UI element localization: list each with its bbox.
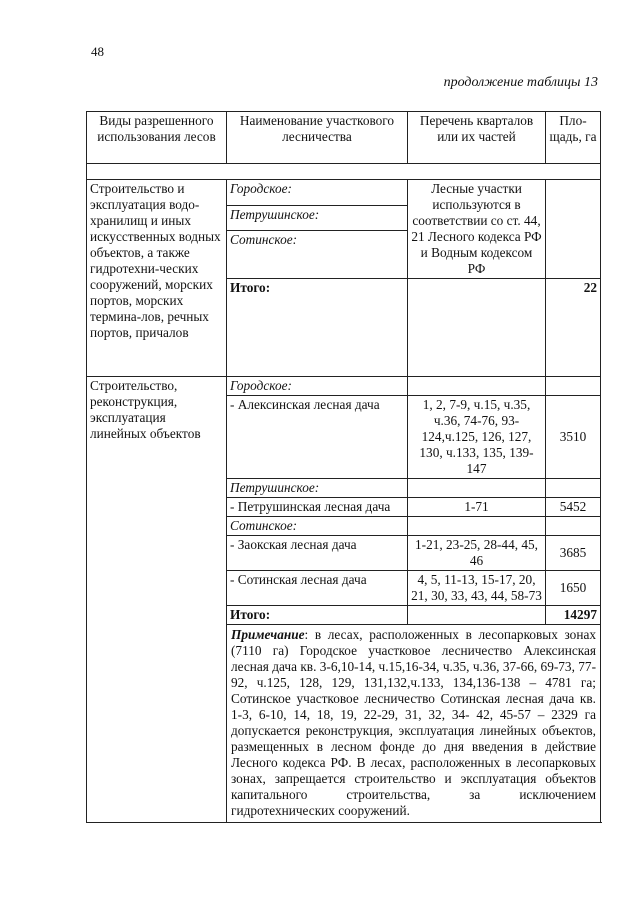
forestry-name-cell: Петрушинское: [227,205,408,231]
header-forestry-name: Наименование участкового лесничества [227,112,408,164]
forestry-name-cell: Городское: [227,377,408,396]
area-cell [546,180,601,279]
forestry-name-cell: Городское: [227,180,408,206]
quarters-cell: 1, 2, 7-9, ч.15, ч.35, ч.36, 74-76, 93-124,ч.125, 126, 127, 130, ч.133, 135, 139-147 [408,396,546,479]
forest-dacha-name: - Алексинская лесная дача [227,396,408,479]
area-cell: 3685 [546,536,601,571]
header-area: Пло-щадь, га [546,112,601,164]
table-header-row [87,112,601,164]
forest-use-table [86,111,601,823]
quarters-cell: 1-21, 23-25, 28-44, 45, 46 [408,536,546,571]
forestry-name-cell: Сотинское: [227,517,408,536]
forestry-name-cell: Сотинское: [227,231,408,279]
quarters-cell: 4, 5, 11-13, 15-17, 20, 21, 30, 33, 43, 44, 58-73 [408,571,546,606]
note-cell [227,625,601,823]
table-continuation-caption: продолжение таблицы 13 [443,75,598,90]
note-label: Примечание [231,627,305,642]
quarters-cell: 1-71 [408,498,546,517]
header-use-type: Виды разрешенного использования лесов [87,112,227,164]
forest-dacha-name: - Заокская лесная дача [227,536,408,571]
page-number: 48 [91,44,104,59]
table-row [87,377,601,396]
area-cell: 3510 [546,396,601,479]
forestry-name-cell: Петрушинское: [227,479,408,498]
total-label: Итого: [227,279,408,377]
area-cell: 5452 [546,498,601,517]
total-label: Итого: [227,606,408,625]
table-row [87,180,601,206]
header-quarters: Перечень кварталов или их частей [408,112,546,164]
area-cell: 1650 [546,571,601,606]
note-text: : в лесах, расположенных в лесопарковых зонах (7110 га) Городское участковое лесничество Алексинская лесная дача кв. 3-6,10-14, ч.15,16-34, ч.35, ч.36, 37-66, 69-73, 77-92, ч.125, 128, 129, 131,132,ч.133, 134,136-138 – 4781 га; Сотинское участковое лесничество Сотинская лесная дача кв. 1-3, 6-10, 14, 18, 19, 22-29, 31, 32, 34- 42, 45-57 – 2329 га допускается реконструкция, эксплуатация линейных объектов, размещенных в лесном фонде до дня введения в действие Лесного кодекса РФ. В лесах, расположенных в лесопарковых зонах, запрещается строительство и эксплуатация объектов капитального строительства, за исключением гидротехнических сооружений. [231,627,596,818]
use-type-cell: Строительство, реконструкция, эксплуатация линейных объектов [87,377,227,823]
spacer-row [87,164,601,180]
use-type-cell: Строительство и эксплуатация водо-хранилищ и иных искусственных водных объектов, а также гидротехни-ческих сооружений, морских портов, морских термина-лов, речных портов, причалов [87,180,227,377]
total-value: 14297 [546,606,601,625]
total-value: 22 [546,279,601,377]
forest-dacha-name: - Сотинская лесная дача [227,571,408,606]
forest-dacha-name: - Петрушинская лесная дача [227,498,408,517]
quarters-cell: Лесные участки используются в соответствии со ст. 44, 21 Лесного кодекса РФ и Водным кодексом РФ [408,180,546,279]
